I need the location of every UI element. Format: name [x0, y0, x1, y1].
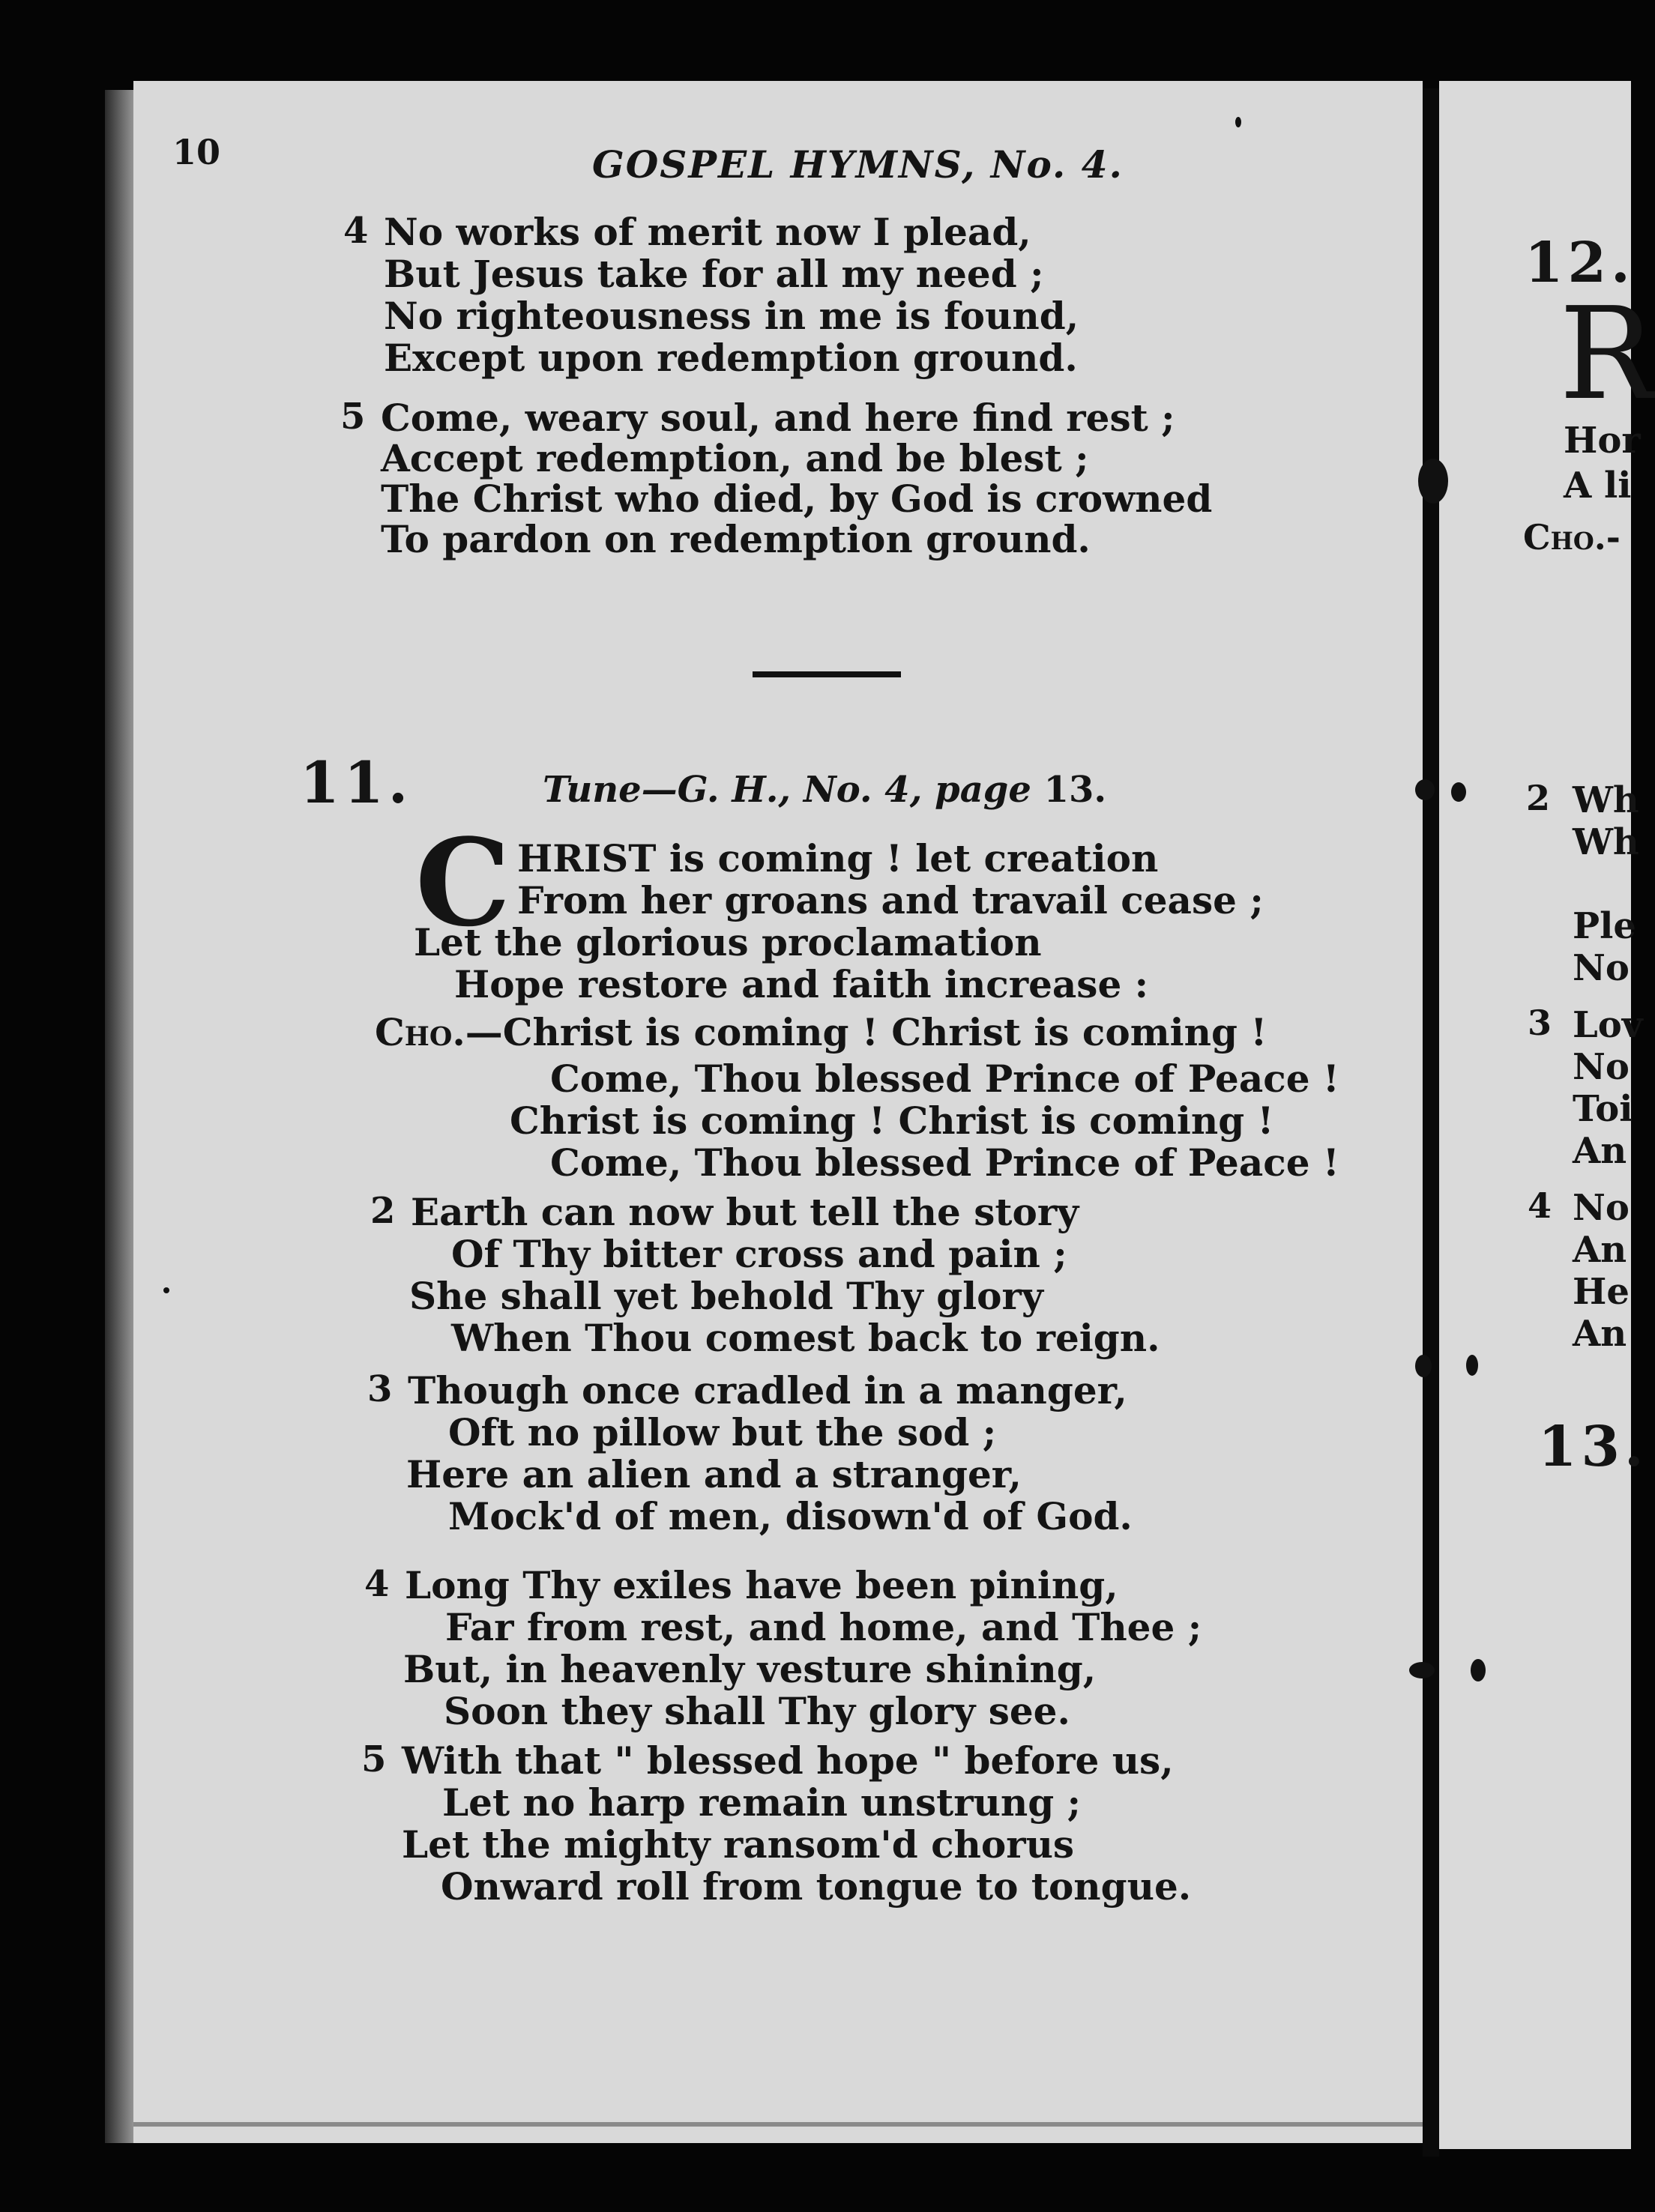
verse-line-fragment: An — [1573, 1313, 1627, 1355]
verse-line: Here an alien and a stranger, — [406, 1452, 1022, 1496]
verse-line: Soon they shall Thy glory see. — [444, 1689, 1070, 1733]
chorus-line: Christ is coming ! Christ is coming ! — [510, 1099, 1274, 1143]
verse-number: 2 — [1526, 778, 1551, 818]
verse-line: But, in heavenly vesture shining, — [403, 1647, 1097, 1691]
verse-line: When Thou comest back to reign. — [451, 1316, 1160, 1360]
chorus-line: —Christ is coming ! Christ is coming ! — [465, 1010, 1267, 1054]
hymn-number: 13. — [1538, 1415, 1648, 1479]
drop-cap: R — [1559, 280, 1655, 429]
print-speck — [163, 1287, 169, 1293]
hymn-number: 12. — [1525, 231, 1635, 295]
chorus-label: Cho. — [375, 1010, 465, 1054]
binding-hole — [1409, 1662, 1435, 1678]
verse-line: Hope restore and faith increase : — [454, 962, 1149, 1006]
print-speck — [1235, 117, 1241, 127]
chorus-first-line — [375, 1012, 1267, 1054]
verse-line-fragment: Lov — [1573, 1004, 1643, 1046]
verse-number: 3 — [1528, 1003, 1552, 1043]
verse-line: Come, weary soul, and here find rest ; — [381, 396, 1175, 440]
section-divider — [753, 671, 901, 677]
gutter — [1423, 88, 1439, 2157]
verse-line: With that " blessed hope " before us, — [402, 1738, 1174, 1783]
binding-hole — [1418, 459, 1448, 504]
verse-line: But Jesus take for all my need ; — [384, 252, 1044, 296]
verse-line-fragment: No — [1573, 947, 1630, 989]
binding-hole — [1451, 782, 1466, 802]
verse-line-fragment: An — [1573, 1229, 1627, 1271]
verse-line-fragment: Wh — [1573, 779, 1639, 821]
verse-number: 4 — [1528, 1185, 1552, 1226]
verse-line: The Christ who died, by God is crowned — [381, 477, 1213, 521]
right-page — [1439, 81, 1655, 2149]
verse-line: Accept redemption, and be blest ; — [381, 436, 1089, 480]
verse-line: HRIST is coming ! let creation — [517, 836, 1159, 880]
drop-cap: C — [415, 812, 511, 953]
hymn-number: 11. — [300, 749, 413, 816]
verse-line-fragment: He — [1573, 1271, 1630, 1313]
verse-line-fragment: Toi — [1573, 1088, 1633, 1130]
verse-line: From her groans and travail cease ; — [517, 878, 1264, 922]
verse-line: Earth can now but tell the story — [411, 1190, 1079, 1234]
verse-line: She shall yet behold Thy glory — [409, 1274, 1043, 1318]
verse-line: Let the glorious proclamation — [414, 920, 1042, 964]
binding-hole — [1415, 779, 1435, 800]
verse-line: Though once cradled in a manger, — [408, 1368, 1127, 1412]
chorus-line: Come, Thou blessed Prince of Peace ! — [550, 1140, 1339, 1185]
verse-line-fragment: No — [1573, 1046, 1630, 1088]
verse-number: 4 — [364, 1563, 390, 1605]
tune-prefix: Tune—G. H., No. 4, page — [543, 769, 1044, 811]
verse-number: 4 — [343, 210, 369, 252]
page-number: 10 — [172, 132, 221, 172]
binding-hole — [1466, 1355, 1478, 1376]
verse-line-fragment: An — [1573, 1130, 1627, 1172]
verse-line-fragment: No — [1573, 1187, 1630, 1229]
verse-number: 5 — [361, 1738, 387, 1780]
chorus-line: Come, Thou blessed Prince of Peace ! — [550, 1057, 1339, 1101]
verse-line-fragment: A li — [1564, 465, 1632, 507]
verse-line-fragment: Ple — [1573, 905, 1636, 947]
tune-reference — [543, 769, 1106, 811]
running-head: GOSPEL HYMNS, No. 4. — [592, 142, 1124, 187]
verse-line: No works of merit now I plead, — [384, 210, 1031, 254]
verse-line: Far from rest, and home, and Thee ; — [445, 1605, 1202, 1649]
verse-line: Oft no pillow but the sod ; — [448, 1410, 997, 1454]
verse-line: No righteousness in me is found, — [384, 294, 1079, 338]
binding-hole — [1415, 1355, 1432, 1377]
verse-number: 3 — [367, 1368, 393, 1410]
verse-line-fragment: Wh — [1573, 821, 1639, 863]
verse-line: Let no harp remain unstrung ; — [442, 1780, 1082, 1825]
verse-line: Except upon redemption ground. — [384, 336, 1078, 380]
verse-number: 5 — [340, 396, 366, 438]
binding-hole — [1471, 1659, 1486, 1681]
chorus-label: Cho.- — [1523, 517, 1621, 557]
verse-line-fragment: Hor — [1564, 420, 1641, 462]
page-edge — [105, 90, 135, 2143]
verse-number: 2 — [370, 1190, 396, 1232]
verse-line: Long Thy exiles have been pining, — [405, 1563, 1118, 1607]
verse-line: Of Thy bitter cross and pain ; — [451, 1232, 1067, 1276]
verse-line: To pardon on redemption ground. — [381, 517, 1091, 561]
verse-line: Let the mighty ransom'd chorus — [402, 1822, 1075, 1867]
tune-page: 13. — [1043, 769, 1107, 811]
verse-line: Onward roll from tongue to tongue. — [441, 1864, 1192, 1909]
verse-line: Mock'd of men, disown'd of God. — [448, 1494, 1133, 1538]
